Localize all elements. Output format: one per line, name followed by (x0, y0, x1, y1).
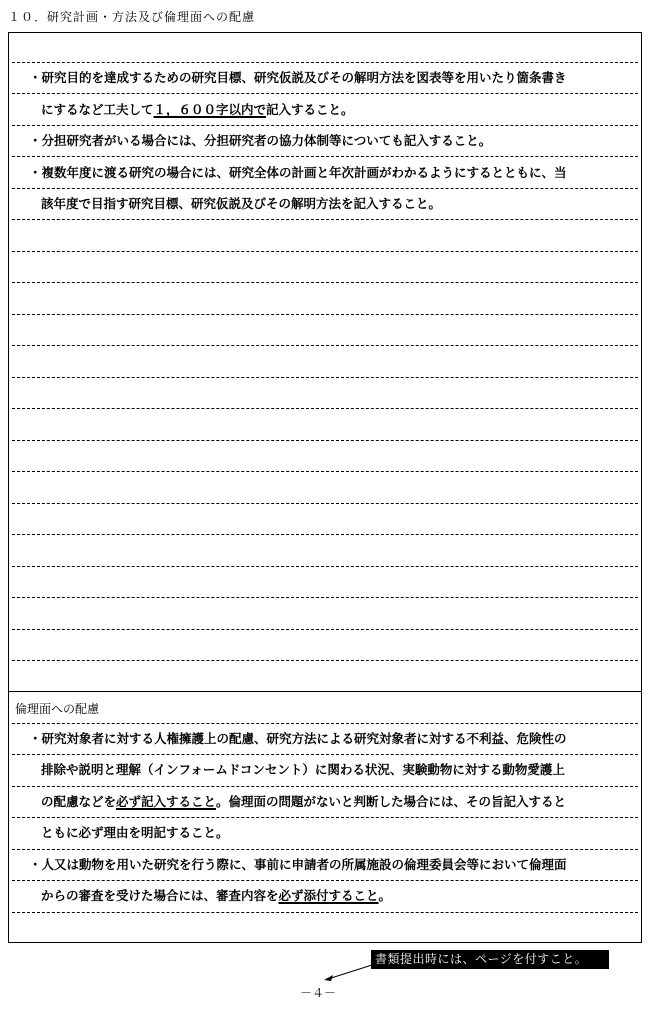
underlined-text: 必ず添付すること (278, 888, 379, 903)
arrow-head (324, 975, 333, 981)
instruction-text: ・複数年度に渡る研究の場合には、研究全体の計画と年次計画がわかるようにするとともに、当 (29, 165, 567, 180)
instruction-text: ・人又は動物を用いた研究を行う際に、事前に申請者の所属施設の倫理委員会等において倫理面 (29, 857, 567, 872)
instruction-text: からの審査を受けた場合には、審査内容を (41, 888, 279, 903)
instruction-text: の配慮などを (41, 794, 117, 809)
ethics-label: 倫理面への配慮 (15, 702, 100, 716)
instruction-text: ・分担研究者がいる場合には、分担研究者の協力体制等についても記入すること。 (29, 133, 492, 148)
instruction-text: 該年度で目指す研究目標、研究仮説及びその解明方法を記入すること。 (41, 196, 442, 211)
arrow-line (328, 965, 372, 979)
instruction-text: 排除や説明と理解（インフォームドコンセント）に関わる状況、実験動物に対する動物愛護上 (41, 762, 565, 777)
page-number: －４－ (300, 986, 337, 1000)
submission-note: 書類提出時には、ページを付すこと。 (371, 950, 609, 969)
instruction-text: にするなど工夫して (41, 102, 154, 117)
underlined-text: １，６００字以内で (153, 102, 267, 117)
instruction-text: 記入すること。 (266, 102, 354, 117)
instruction-text: 。倫理面の問題がないと判断した場合には、その旨記入すると (216, 794, 567, 809)
instruction-text: ・研究対象者に対する人権擁護上の配慮、研究方法による研究対象者に対する不利益、危険性の (29, 731, 567, 746)
instruction-text: ともに必ず理由を明記すること。 (41, 825, 229, 840)
instruction-text: ・研究目的を達成するための研究目標、研究仮説及びその解明方法を図表等を用いたり箇条書き (29, 70, 567, 85)
section-title: １０．研究計画・方法及び倫理面への配慮 (8, 10, 256, 24)
underlined-text: 必ず記入すること (116, 794, 217, 809)
instruction-text: 。 (378, 888, 392, 903)
